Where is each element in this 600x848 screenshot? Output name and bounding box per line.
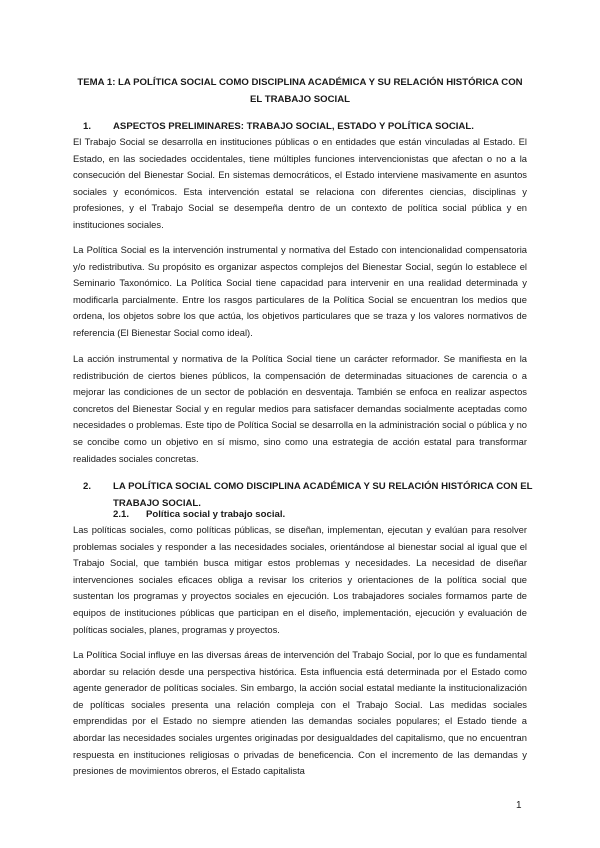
document-title: TEMA 1: LA POLÍTICA SOCIAL COMO DISCIPLINA ACADÉMICA Y SU RELACIÓN HISTÓRICA CON EL TRABAJO SOCIAL bbox=[77, 77, 523, 105]
section-1-title: ASPECTOS PRELIMINARES: TRABAJO SOCIAL, ESTADO Y POLÍTICA SOCIAL. bbox=[113, 121, 474, 132]
section-2-1-number: 2.1. bbox=[113, 509, 130, 520]
paragraph-4: Las políticas sociales, como políticas públicas, se diseñan, implementan, ejecutan y evalúan para resolver problemas sociales y responder a las necesidades sociales, orientándose al bienestar social al igual que el Trabajo Social, que también busca mitigar estos problemas y necesidades. La necesidad de diseñar intervenciones sociales eficaces obliga a revisar los criterios y orientaciones de la política social que sustentan los programas y proyectos sociales en ejecución. Los trabajadores sociales formamos parte de equipos de instituciones públicas que participan en el diseño, implementación, ejecución y evaluación de políticas sociales, planes, programas y proyectos. bbox=[73, 524, 527, 635]
paragraph-2: La Política Social es la intervención instrumental y normativa del Estado con intencionalidad compensatoria y/o redistributiva. Su propósito es organizar aspectos complejos del Bienestar Social, según lo establece el Seminario Taxonómico. La Política Social tiene capacidad para intervenir en una realidad determinada y modificarla parcialmente. Entre los rasgos particulares de la Política Social se encuentran los medios que ordena, los objetos sobre los que actúa, los objetivos particulares que se traza y los valores normativos de referencia (El Bienestar Social como ideal). bbox=[73, 244, 527, 338]
section-2-title: LA POLÍTICA SOCIAL COMO DISCIPLINA ACADÉMICA Y SU RELACIÓN HISTÓRICA CON EL TRABAJO SOCIAL. bbox=[113, 481, 533, 509]
paragraph-3: La acción instrumental y normativa de la Política Social tiene un carácter reformador. Se manifiesta en la redistribución de ciertos bienes públicos, la compensación de determinadas situaciones de carencia o a mejorar las condiciones de un sector de población en desventaja. También se enfoca en realizar aspectos concretos del Bienestar Social y en regular medios para satisfacer demandas socialmente aceptadas como necesidades o problemas. Este tipo de Política Social se desarrolla en la administración social o pública y no se concibe como un objetivo en sí mismo, sino como una estrategia de acción estatal para transformar realidades sociales concretas. bbox=[73, 353, 527, 464]
page-number: 1 bbox=[516, 800, 522, 811]
section-2-1-title: Política social y trabajo social. bbox=[146, 509, 286, 520]
section-2-number: 2. bbox=[83, 481, 92, 492]
paragraph-1: El Trabajo Social se desarrolla en instituciones públicas o en entidades que están vinculadas al Estado. El Estado, en las sociedades occidentales, tiene múltiples funciones intervencionistas que afectan o no a la consecución del Bienestar Social. En sistemas democráticos, el Estado interviene masivamente en asuntos sociales y económicos. Esta intervención estatal se relaciona con diferentes ciencias, disciplinas y profesiones, y el Trabajo Social se desempeña dentro de un contexto de política social pública y en instituciones sociales. bbox=[73, 136, 527, 230]
paragraph-5: La Política Social influye en las diversas áreas de intervención del Trabajo Social, por lo que es fundamental abordar su relación desde una perspectiva histórica. Esta influencia está determinada por el Estado como agente generador de políticas sociales. Sin embargo, la acción social estatal mediante la institucionalización de políticas sociales presenta una relación compleja con el Trabajo Social. Las medidas sociales emprendidas por el Estado no siempre atienden las demandas sociales populares; el Estado tiende a abordar las necesidades sociales urgentes originadas por desigualdades del capitalismo, que no encuentran respuesta en instituciones religiosas o privadas de beneficencia. Con el incremento de las demandas y presiones de movimientos obreros, el Estado capitalista bbox=[73, 649, 527, 777]
section-1-number: 1. bbox=[83, 121, 92, 132]
